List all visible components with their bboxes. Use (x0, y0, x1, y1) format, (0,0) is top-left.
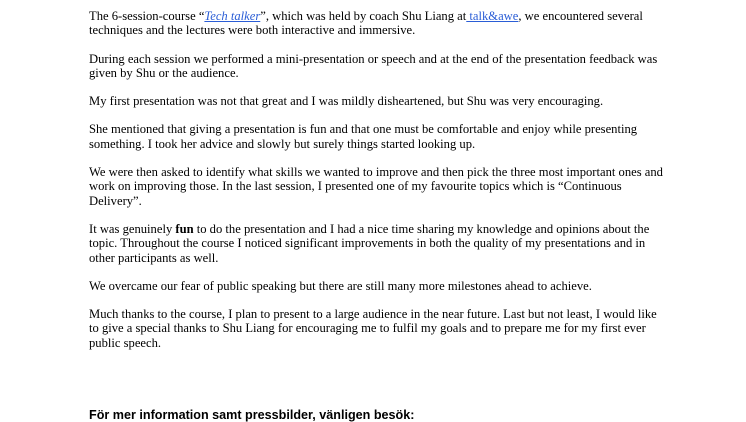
text-segment: It was genuinely (89, 221, 176, 236)
bold-word: fun (175, 221, 194, 236)
text-segment: The 6-session-course “ (89, 9, 205, 23)
document-body (89, 9, 669, 350)
paragraph-sessions: During each session we performed a mini-presentation or speech and at the end of the presentation feedback was given by Shu or the audience. (89, 51, 658, 80)
paragraph-advice: She mentioned that giving a presentation is fun and that one must be comfortable and enjoy while presenting something. I took her advice and slowly but surely things started looking up. (89, 122, 638, 151)
paragraph-thanks: Much thanks to the course, I plan to present to a large audience in the near future. Last but not least, I would like to give a special thanks to Shu Liang for encouraging me to fulfil my goals and to prepare me for my first ever public speech. (89, 307, 657, 350)
paragraph-first-presentation: My first presentation was not that great and I was mildly disheartened, but Shu was very encouraging. (89, 94, 604, 109)
paragraph-skills: We were then asked to identify what skills we wanted to improve and then pick the three most important ones and work on improving those. In the last session, I presented one of my favourite topics which is “Continuous Delivery”. (89, 165, 663, 208)
text-segment: , we encountered several techniques and the lectures were both interactive and immersive. (89, 9, 643, 38)
footer-more-info: För mer information samt pressbilder, vänligen besök: (89, 408, 415, 422)
tech-talker-link[interactable]: Tech talker (204, 9, 261, 23)
text-segment: to do the presentation and I had a nice time sharing my knowledge and opinions about the topic. Throughout the course I noticed significant improvements in both the quality of my presentations and in other participants as well. (89, 221, 650, 265)
paragraph-milestones: We overcame our fear of public speaking but there are still many more milestones ahead to achieve. (89, 278, 592, 293)
text-segment: ”, which was held by coach Shu Liang at (260, 9, 467, 23)
talk-and-awe-link[interactable]: talk&awe (466, 9, 519, 23)
paragraph-course-intro (89, 9, 669, 38)
paragraph-fun (89, 222, 669, 265)
